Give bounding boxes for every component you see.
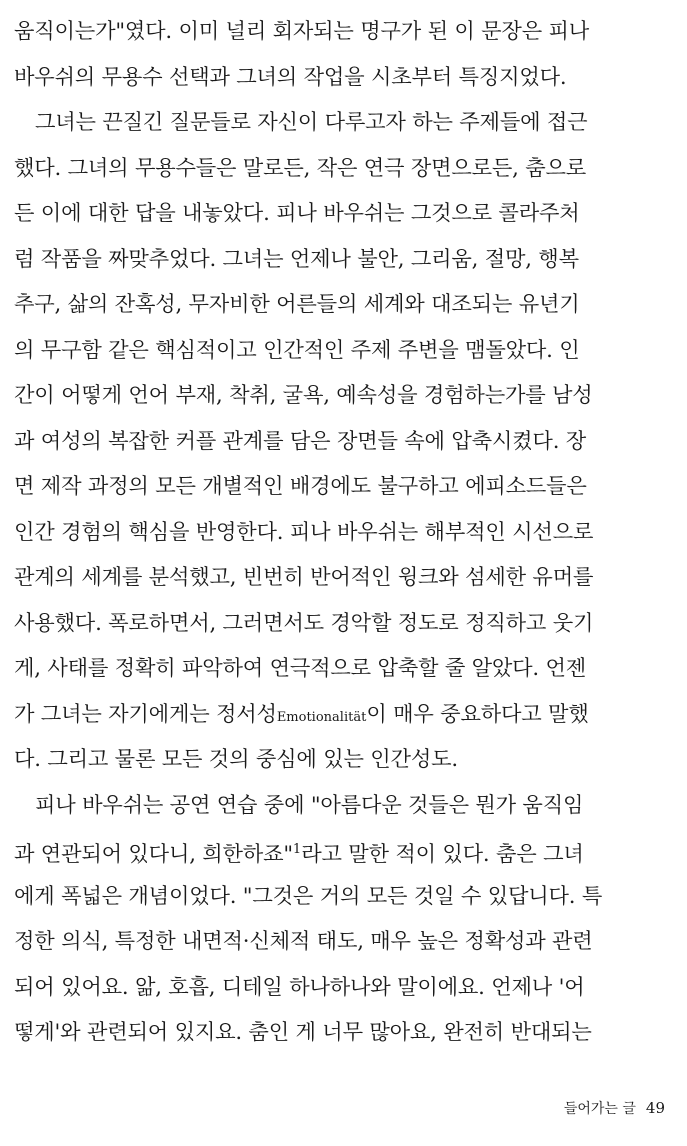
german-term: Emotionalität bbox=[276, 709, 367, 725]
text-line: 인간 경험의 핵심을 반영한다. 피나 바우쉬는 해부적인 시선으로 bbox=[14, 518, 594, 544]
text-line: 에게 폭넓은 개념이었다. "그것은 거의 모든 것일 수 있답니다. 특 bbox=[14, 882, 603, 908]
body-text bbox=[14, 8, 676, 1055]
text-line: 사용했다. 폭로하면서, 그러면서도 경악할 정도로 정직하고 웃기 bbox=[14, 609, 594, 635]
paragraph-start-line: 그녀는 끈질긴 질문들로 자신이 다루고자 하는 주제들에 접근 bbox=[35, 109, 588, 134]
text-segment: 이 매우 중요하다고 말했 bbox=[366, 700, 589, 726]
paragraph-start-line: 피나 바우쉬는 공연 연습 중에 "아름다운 것들은 뭔가 움직임 bbox=[35, 791, 584, 817]
text-line-with-german-term bbox=[14, 691, 676, 737]
text-segment: 과 연관되어 있다니, 희한하죠" bbox=[14, 841, 293, 867]
text-line: 면 제작 과정의 모든 개별적인 배경에도 불구하고 에피소드들은 bbox=[14, 473, 587, 498]
text-line: 바우쉬의 무용수 선택과 그녀의 작업을 시초부터 특징지었다. bbox=[14, 63, 567, 89]
page-number: 49 bbox=[645, 1099, 665, 1117]
text-segment: 라고 말한 적이 있다. 춤은 그녀 bbox=[301, 841, 584, 867]
running-title: 들어가는 글 bbox=[563, 1101, 636, 1117]
text-line: 의 무구함 같은 핵심적이고 인간적인 주제 주변을 맴돌았다. 인 bbox=[14, 336, 580, 362]
text-line: 떻게'와 관련되어 있지요. 춤인 게 너무 많아요, 완전히 반대되는 bbox=[14, 1019, 592, 1044]
text-line: 럼 작품을 짜맞추었다. 그녀는 언제나 불안, 그리움, 절망, 행복 bbox=[14, 245, 579, 271]
text-line: 정한 의식, 특정한 내면적·신체적 태도, 매우 높은 정확성과 관련 bbox=[14, 928, 593, 953]
text-line: 간이 어떻게 언어 부재, 착취, 굴욕, 예속성을 경험하는가를 남성 bbox=[14, 382, 593, 407]
page-footer bbox=[564, 1098, 665, 1118]
text-line: 추구, 삶의 잔혹성, 무자비한 어른들의 세계와 대조되는 유년기 bbox=[14, 291, 580, 316]
text-line: 되어 있어요. 앎, 호흡, 디테일 하나하나와 말이에요. 언제나 '어 bbox=[14, 973, 585, 999]
text-line: 움직이는가"였다. 이미 널리 회자되는 명구가 된 이 문장은 피나 bbox=[14, 18, 590, 43]
text-line: 다. 그리고 물론 모든 것의 중심에 있는 인간성도. bbox=[14, 746, 458, 771]
text-line: 게, 사태를 정확히 파악하여 연극적으로 압축할 줄 알았다. 언젠 bbox=[14, 655, 587, 680]
text-line: 했다. 그녀의 무용수들은 말로든, 작은 연극 장면으로든, 춤으로 bbox=[14, 154, 587, 180]
text-line: 관계의 세계를 분석했고, 빈번히 반어적인 윙크와 섬세한 유머를 bbox=[14, 564, 594, 589]
text-segment: 가 그녀는 자기에게는 정서성 bbox=[14, 700, 277, 726]
text-line: 과 여성의 복잡한 커플 관계를 담은 장면들 속에 압축시켰다. 장 bbox=[14, 427, 587, 453]
footnote-mark: 1 bbox=[292, 842, 302, 857]
text-line-with-footnote bbox=[14, 827, 676, 873]
text-line: 든 이에 대한 답을 내놓았다. 피나 바우쉬는 그것으로 콜라주처 bbox=[14, 200, 580, 225]
